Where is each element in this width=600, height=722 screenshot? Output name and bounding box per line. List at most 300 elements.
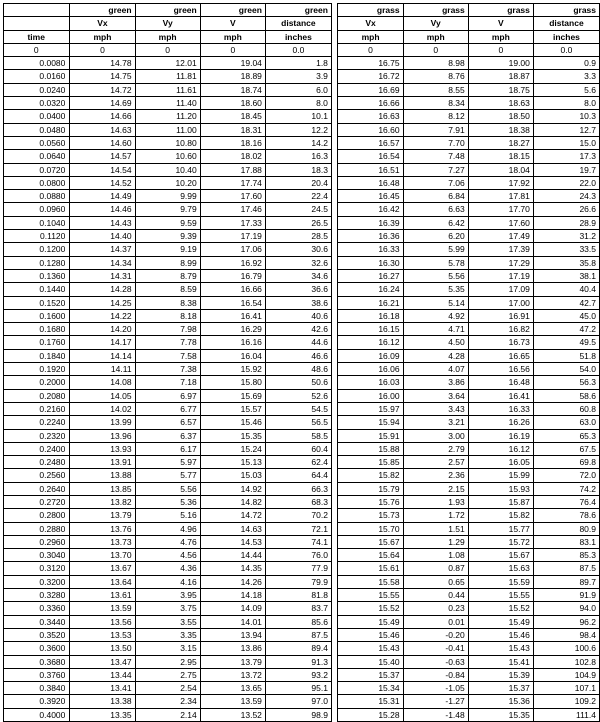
- green-vy-cell: 4.16: [135, 575, 200, 588]
- green-distance-cell: green: [265, 4, 331, 17]
- green-vy-cell: 5.97: [135, 456, 200, 469]
- green-vx-cell: 13.56: [70, 615, 135, 628]
- green-distance-cell: 16.3: [265, 150, 331, 163]
- green-distance-cell: 48.6: [265, 363, 331, 376]
- green-v-cell: 14.44: [200, 549, 265, 562]
- time-cell: 0.2160: [4, 402, 70, 415]
- green-vy-cell: 0: [135, 43, 200, 56]
- time-cell: 0.3200: [4, 575, 70, 588]
- green-v-cell: 16.79: [200, 269, 265, 282]
- green-vy-cell: 11.61: [135, 83, 200, 96]
- table-row: [4, 110, 600, 123]
- grass-v-cell: 15.52: [468, 602, 533, 615]
- table-row: [4, 429, 600, 442]
- green-vx-cell: 14.40: [70, 230, 135, 243]
- table-row: [4, 602, 600, 615]
- grass-distance-cell: 65.3: [533, 429, 599, 442]
- grass-vy-cell: 6.63: [403, 203, 468, 216]
- grass-vy-cell: 7.27: [403, 163, 468, 176]
- time-cell: 0.3520: [4, 628, 70, 641]
- grass-v-cell: 18.04: [468, 163, 533, 176]
- grass-vy-cell: 6.84: [403, 190, 468, 203]
- green-v-cell: 15.57: [200, 402, 265, 415]
- green-vx-cell: 13.99: [70, 416, 135, 429]
- time-cell: [4, 17, 70, 30]
- green-distance-cell: 18.3: [265, 163, 331, 176]
- green-vx-cell: 13.44: [70, 668, 135, 681]
- grass-v-cell: 15.49: [468, 615, 533, 628]
- grass-distance-cell: 109.2: [533, 695, 599, 708]
- table-row: [4, 442, 600, 455]
- grass-vx-cell: 16.48: [338, 176, 403, 189]
- green-vx-cell: 13.67: [70, 562, 135, 575]
- grass-distance-cell: 89.7: [533, 575, 599, 588]
- green-vy-cell: 3.55: [135, 615, 200, 628]
- green-vy-cell: 4.36: [135, 562, 200, 575]
- time-cell: 0.1520: [4, 296, 70, 309]
- green-vy-cell: 3.35: [135, 628, 200, 641]
- time-cell: 0.2000: [4, 376, 70, 389]
- time-cell: 0.3840: [4, 682, 70, 695]
- time-cell: 0.2320: [4, 429, 70, 442]
- grass-v-cell: 16.33: [468, 402, 533, 415]
- grass-vx-cell: grass: [338, 4, 403, 17]
- table-row: [4, 402, 600, 415]
- grass-distance-cell: 45.0: [533, 309, 599, 322]
- grass-distance-cell: 12.7: [533, 123, 599, 136]
- grass-v-cell: 16.19: [468, 429, 533, 442]
- time-cell: 0.2080: [4, 389, 70, 402]
- grass-v-cell: 16.48: [468, 376, 533, 389]
- grass-vy-cell: 3.21: [403, 416, 468, 429]
- grass-vy-cell: -0.63: [403, 655, 468, 668]
- green-vy-cell: 10.60: [135, 150, 200, 163]
- time-cell: 0.3760: [4, 668, 70, 681]
- grass-distance-cell: 10.3: [533, 110, 599, 123]
- header-row: [4, 30, 600, 43]
- grass-distance-cell: 0.9: [533, 57, 599, 70]
- green-v-cell: 15.69: [200, 389, 265, 402]
- table-row: [4, 203, 600, 216]
- green-distance-cell: 26.5: [265, 216, 331, 229]
- grass-vy-cell: 1.08: [403, 549, 468, 562]
- grass-vx-cell: 16.33: [338, 243, 403, 256]
- green-v-cell: 14.35: [200, 562, 265, 575]
- green-vx-cell: 13.85: [70, 482, 135, 495]
- grass-vx-cell: 15.46: [338, 628, 403, 641]
- green-distance-cell: 32.6: [265, 256, 331, 269]
- green-vx-cell: 13.76: [70, 522, 135, 535]
- table-row: [4, 562, 600, 575]
- grass-vx-cell: 16.66: [338, 97, 403, 110]
- table-row: [4, 549, 600, 562]
- grass-vy-cell: 5.56: [403, 269, 468, 282]
- green-distance-cell: 54.5: [265, 402, 331, 415]
- grass-vx-cell: 16.45: [338, 190, 403, 203]
- table-row: [4, 628, 600, 641]
- green-v-cell: 17.33: [200, 216, 265, 229]
- grass-vx-cell: 0: [338, 43, 403, 56]
- table-row: [4, 256, 600, 269]
- green-v-cell: 18.31: [200, 123, 265, 136]
- green-distance-cell: 38.6: [265, 296, 331, 309]
- table-row: [4, 176, 600, 189]
- time-cell: 0.1040: [4, 216, 70, 229]
- green-distance-cell: 70.2: [265, 509, 331, 522]
- time-cell: 0.2560: [4, 469, 70, 482]
- grass-vy-cell: 1.51: [403, 522, 468, 535]
- green-v-cell: V: [200, 17, 265, 30]
- time-cell: 0.0880: [4, 190, 70, 203]
- time-cell: 0.1600: [4, 309, 70, 322]
- grass-vx-cell: 15.88: [338, 442, 403, 455]
- table-row: [4, 43, 600, 56]
- green-vx-cell: 13.96: [70, 429, 135, 442]
- time-cell: 0.1680: [4, 323, 70, 336]
- grass-vy-cell: 7.70: [403, 136, 468, 149]
- green-distance-cell: 58.5: [265, 429, 331, 442]
- grass-distance-cell: 38.1: [533, 269, 599, 282]
- table-row: [4, 416, 600, 429]
- grass-vx-cell: 16.51: [338, 163, 403, 176]
- green-vy-cell: 11.20: [135, 110, 200, 123]
- green-vy-cell: 9.59: [135, 216, 200, 229]
- green-distance-cell: 79.9: [265, 575, 331, 588]
- grass-vx-cell: 15.85: [338, 456, 403, 469]
- green-distance-cell: 1.8: [265, 57, 331, 70]
- green-v-cell: 18.45: [200, 110, 265, 123]
- green-vx-cell: 14.31: [70, 269, 135, 282]
- green-vx-cell: 13.79: [70, 509, 135, 522]
- grass-vy-cell: 8.12: [403, 110, 468, 123]
- green-vy-cell: 7.78: [135, 336, 200, 349]
- green-v-cell: 15.92: [200, 363, 265, 376]
- green-vx-cell: 14.08: [70, 376, 135, 389]
- green-vy-cell: 7.58: [135, 349, 200, 362]
- green-v-cell: 13.59: [200, 695, 265, 708]
- green-distance-cell: 36.6: [265, 283, 331, 296]
- green-distance-cell: 98.9: [265, 708, 331, 721]
- green-v-cell: 14.26: [200, 575, 265, 588]
- grass-v-cell: 15.37: [468, 682, 533, 695]
- grass-vx-cell: 15.34: [338, 682, 403, 695]
- green-vx-cell: 14.78: [70, 57, 135, 70]
- grass-vx-cell: 16.12: [338, 336, 403, 349]
- grass-vx-cell: 15.61: [338, 562, 403, 575]
- table-row: [4, 123, 600, 136]
- green-v-cell: 16.92: [200, 256, 265, 269]
- green-vy-cell: 2.75: [135, 668, 200, 681]
- grass-vy-cell: -0.41: [403, 642, 468, 655]
- grass-v-cell: 15.46: [468, 628, 533, 641]
- table-body: [4, 43, 600, 721]
- grass-v-cell: 16.56: [468, 363, 533, 376]
- grass-vy-cell: 1.29: [403, 535, 468, 548]
- grass-vy-cell: 5.14: [403, 296, 468, 309]
- green-v-cell: 16.54: [200, 296, 265, 309]
- table-header: [4, 4, 600, 44]
- grass-distance-cell: 40.4: [533, 283, 599, 296]
- grass-distance-cell: 28.9: [533, 216, 599, 229]
- green-v-cell: 18.74: [200, 83, 265, 96]
- grass-v-cell: 15.67: [468, 549, 533, 562]
- grass-vy-cell: 0.01: [403, 615, 468, 628]
- grass-vx-cell: 16.24: [338, 283, 403, 296]
- green-vx-cell: 14.34: [70, 256, 135, 269]
- green-distance-cell: 76.0: [265, 549, 331, 562]
- green-vy-cell: 8.18: [135, 309, 200, 322]
- grass-distance-cell: 31.2: [533, 230, 599, 243]
- green-vx-cell: 14.17: [70, 336, 135, 349]
- table-row: [4, 668, 600, 681]
- green-distance-cell: 72.1: [265, 522, 331, 535]
- table-row: [4, 283, 600, 296]
- green-vx-cell: 14.46: [70, 203, 135, 216]
- time-cell: 0.2480: [4, 456, 70, 469]
- green-vy-cell: 6.77: [135, 402, 200, 415]
- green-vx-cell: 14.49: [70, 190, 135, 203]
- grass-v-cell: 16.91: [468, 309, 533, 322]
- grass-v-cell: 16.65: [468, 349, 533, 362]
- time-cell: 0.2720: [4, 495, 70, 508]
- green-v-cell: 15.03: [200, 469, 265, 482]
- grass-vx-cell: 15.37: [338, 668, 403, 681]
- grass-vx-cell: 16.15: [338, 323, 403, 336]
- grass-distance-cell: 98.4: [533, 628, 599, 641]
- grass-vy-cell: 6.42: [403, 216, 468, 229]
- green-distance-cell: 81.8: [265, 589, 331, 602]
- green-v-cell: 15.80: [200, 376, 265, 389]
- green-vx-cell: 14.22: [70, 309, 135, 322]
- green-v-cell: 17.60: [200, 190, 265, 203]
- table-row: [4, 695, 600, 708]
- table-row: [4, 150, 600, 163]
- grass-vy-cell: 3.43: [403, 402, 468, 415]
- grass-distance-cell: grass: [533, 4, 599, 17]
- green-vy-cell: 9.79: [135, 203, 200, 216]
- green-vy-cell: 3.75: [135, 602, 200, 615]
- green-vy-cell: 2.14: [135, 708, 200, 721]
- green-distance-cell: 83.7: [265, 602, 331, 615]
- grass-distance-cell: 69.8: [533, 456, 599, 469]
- green-vy-cell: 11.00: [135, 123, 200, 136]
- grass-v-cell: 17.60: [468, 216, 533, 229]
- table-row: [4, 708, 600, 721]
- grass-v-cell: 16.12: [468, 442, 533, 455]
- time-cell: 0.0480: [4, 123, 70, 136]
- grass-vy-cell: 7.06: [403, 176, 468, 189]
- data-table: [3, 3, 600, 722]
- grass-distance-cell: 102.8: [533, 655, 599, 668]
- green-v-cell: 15.24: [200, 442, 265, 455]
- green-vy-cell: 9.39: [135, 230, 200, 243]
- table-row: [4, 495, 600, 508]
- time-cell: 0.0080: [4, 57, 70, 70]
- green-vx-cell: 13.70: [70, 549, 135, 562]
- grass-distance-cell: 111.4: [533, 708, 599, 721]
- green-vx-cell: 14.75: [70, 70, 135, 83]
- grass-distance-cell: 19.7: [533, 163, 599, 176]
- grass-vx-cell: 16.27: [338, 269, 403, 282]
- grass-vx-cell: 15.94: [338, 416, 403, 429]
- green-v-cell: 18.16: [200, 136, 265, 149]
- table-row: [4, 70, 600, 83]
- grass-v-cell: V: [468, 17, 533, 30]
- green-vx-cell: mph: [70, 30, 135, 43]
- green-v-cell: 15.35: [200, 429, 265, 442]
- grass-v-cell: 15.93: [468, 482, 533, 495]
- green-vy-cell: 8.38: [135, 296, 200, 309]
- green-vy-cell: 4.76: [135, 535, 200, 548]
- grass-v-cell: 17.92: [468, 176, 533, 189]
- green-v-cell: 14.09: [200, 602, 265, 615]
- grass-v-cell: 18.15: [468, 150, 533, 163]
- table-row: [4, 349, 600, 362]
- grass-vx-cell: 15.40: [338, 655, 403, 668]
- green-vy-cell: 7.38: [135, 363, 200, 376]
- green-distance-cell: 20.4: [265, 176, 331, 189]
- grass-v-cell: 0: [468, 43, 533, 56]
- green-v-cell: 14.72: [200, 509, 265, 522]
- grass-v-cell: 17.09: [468, 283, 533, 296]
- time-cell: 0.3280: [4, 589, 70, 602]
- green-vy-cell: Vy: [135, 17, 200, 30]
- grass-distance-cell: 94.0: [533, 602, 599, 615]
- green-v-cell: 16.16: [200, 336, 265, 349]
- time-cell: 0.2240: [4, 416, 70, 429]
- time-cell: 0.0560: [4, 136, 70, 149]
- green-distance-cell: 62.4: [265, 456, 331, 469]
- grass-vx-cell: 16.54: [338, 150, 403, 163]
- green-vy-cell: 11.40: [135, 97, 200, 110]
- grass-distance-cell: 26.6: [533, 203, 599, 216]
- time-cell: 0.0960: [4, 203, 70, 216]
- time-cell: 0.1120: [4, 230, 70, 243]
- green-vx-cell: green: [70, 4, 135, 17]
- green-vy-cell: 2.95: [135, 655, 200, 668]
- grass-vx-cell: 15.82: [338, 469, 403, 482]
- grass-vy-cell: 8.55: [403, 83, 468, 96]
- green-vx-cell: 13.47: [70, 655, 135, 668]
- grass-v-cell: 17.49: [468, 230, 533, 243]
- green-vx-cell: 14.02: [70, 402, 135, 415]
- grass-vx-cell: 15.64: [338, 549, 403, 562]
- grass-vx-cell: 15.49: [338, 615, 403, 628]
- table-row: [4, 469, 600, 482]
- green-vx-cell: 13.82: [70, 495, 135, 508]
- green-vx-cell: 13.38: [70, 695, 135, 708]
- green-distance-cell: 12.2: [265, 123, 331, 136]
- grass-v-cell: 15.77: [468, 522, 533, 535]
- grass-v-cell: 16.26: [468, 416, 533, 429]
- green-vx-cell: 14.43: [70, 216, 135, 229]
- grass-distance-cell: 80.9: [533, 522, 599, 535]
- green-vy-cell: 2.54: [135, 682, 200, 695]
- green-v-cell: 18.60: [200, 97, 265, 110]
- table-row: [4, 589, 600, 602]
- green-v-cell: 16.04: [200, 349, 265, 362]
- grass-vx-cell: 16.06: [338, 363, 403, 376]
- green-vx-cell: 14.25: [70, 296, 135, 309]
- time-cell: 0.0320: [4, 97, 70, 110]
- grass-vy-cell: 8.76: [403, 70, 468, 83]
- green-vy-cell: 7.98: [135, 323, 200, 336]
- time-cell: 0.0240: [4, 83, 70, 96]
- green-vx-cell: 14.52: [70, 176, 135, 189]
- grass-vy-cell: 8.34: [403, 97, 468, 110]
- table-row: [4, 97, 600, 110]
- green-vx-cell: 14.57: [70, 150, 135, 163]
- grass-v-cell: 17.29: [468, 256, 533, 269]
- grass-vy-cell: -1.48: [403, 708, 468, 721]
- grass-vy-cell: 6.20: [403, 230, 468, 243]
- grass-distance-cell: 72.0: [533, 469, 599, 482]
- green-distance-cell: 93.2: [265, 668, 331, 681]
- table-row: [4, 522, 600, 535]
- grass-distance-cell: 35.8: [533, 256, 599, 269]
- time-cell: 0.0400: [4, 110, 70, 123]
- green-distance-cell: 22.4: [265, 190, 331, 203]
- time-cell: 0.1280: [4, 256, 70, 269]
- grass-vx-cell: 16.60: [338, 123, 403, 136]
- green-vx-cell: 14.14: [70, 349, 135, 362]
- grass-vx-cell: 16.69: [338, 83, 403, 96]
- table-row: [4, 243, 600, 256]
- grass-vx-cell: 15.70: [338, 522, 403, 535]
- green-vx-cell: 13.41: [70, 682, 135, 695]
- table-row: [4, 376, 600, 389]
- green-vx-cell: 13.91: [70, 456, 135, 469]
- green-v-cell: 17.19: [200, 230, 265, 243]
- grass-v-cell: 15.43: [468, 642, 533, 655]
- green-vy-cell: 5.77: [135, 469, 200, 482]
- table-row: [4, 216, 600, 229]
- green-distance-cell: 40.6: [265, 309, 331, 322]
- table-row: [4, 296, 600, 309]
- green-v-cell: 13.65: [200, 682, 265, 695]
- grass-v-cell: mph: [468, 30, 533, 43]
- green-distance-cell: 74.1: [265, 535, 331, 548]
- grass-distance-cell: 8.0: [533, 97, 599, 110]
- grass-vx-cell: 16.63: [338, 110, 403, 123]
- green-v-cell: 14.01: [200, 615, 265, 628]
- grass-vy-cell: 5.35: [403, 283, 468, 296]
- grass-v-cell: 17.19: [468, 269, 533, 282]
- green-distance-cell: 46.6: [265, 349, 331, 362]
- grass-vx-cell: 15.76: [338, 495, 403, 508]
- grass-vy-cell: 3.86: [403, 376, 468, 389]
- time-cell: 0.1920: [4, 363, 70, 376]
- green-distance-cell: distance: [265, 17, 331, 30]
- grass-vy-cell: 8.98: [403, 57, 468, 70]
- green-vx-cell: 14.66: [70, 110, 135, 123]
- green-v-cell: 17.74: [200, 176, 265, 189]
- table-row: [4, 269, 600, 282]
- time-cell: 0.2800: [4, 509, 70, 522]
- green-distance-cell: 28.5: [265, 230, 331, 243]
- grass-vy-cell: 2.57: [403, 456, 468, 469]
- table-row: [4, 389, 600, 402]
- grass-v-cell: 17.39: [468, 243, 533, 256]
- grass-vx-cell: 15.58: [338, 575, 403, 588]
- green-vx-cell: 14.63: [70, 123, 135, 136]
- table-row: [4, 230, 600, 243]
- green-vy-cell: 6.97: [135, 389, 200, 402]
- grass-vx-cell: 15.43: [338, 642, 403, 655]
- grass-distance-cell: 51.8: [533, 349, 599, 362]
- grass-v-cell: 17.81: [468, 190, 533, 203]
- grass-vy-cell: 1.72: [403, 509, 468, 522]
